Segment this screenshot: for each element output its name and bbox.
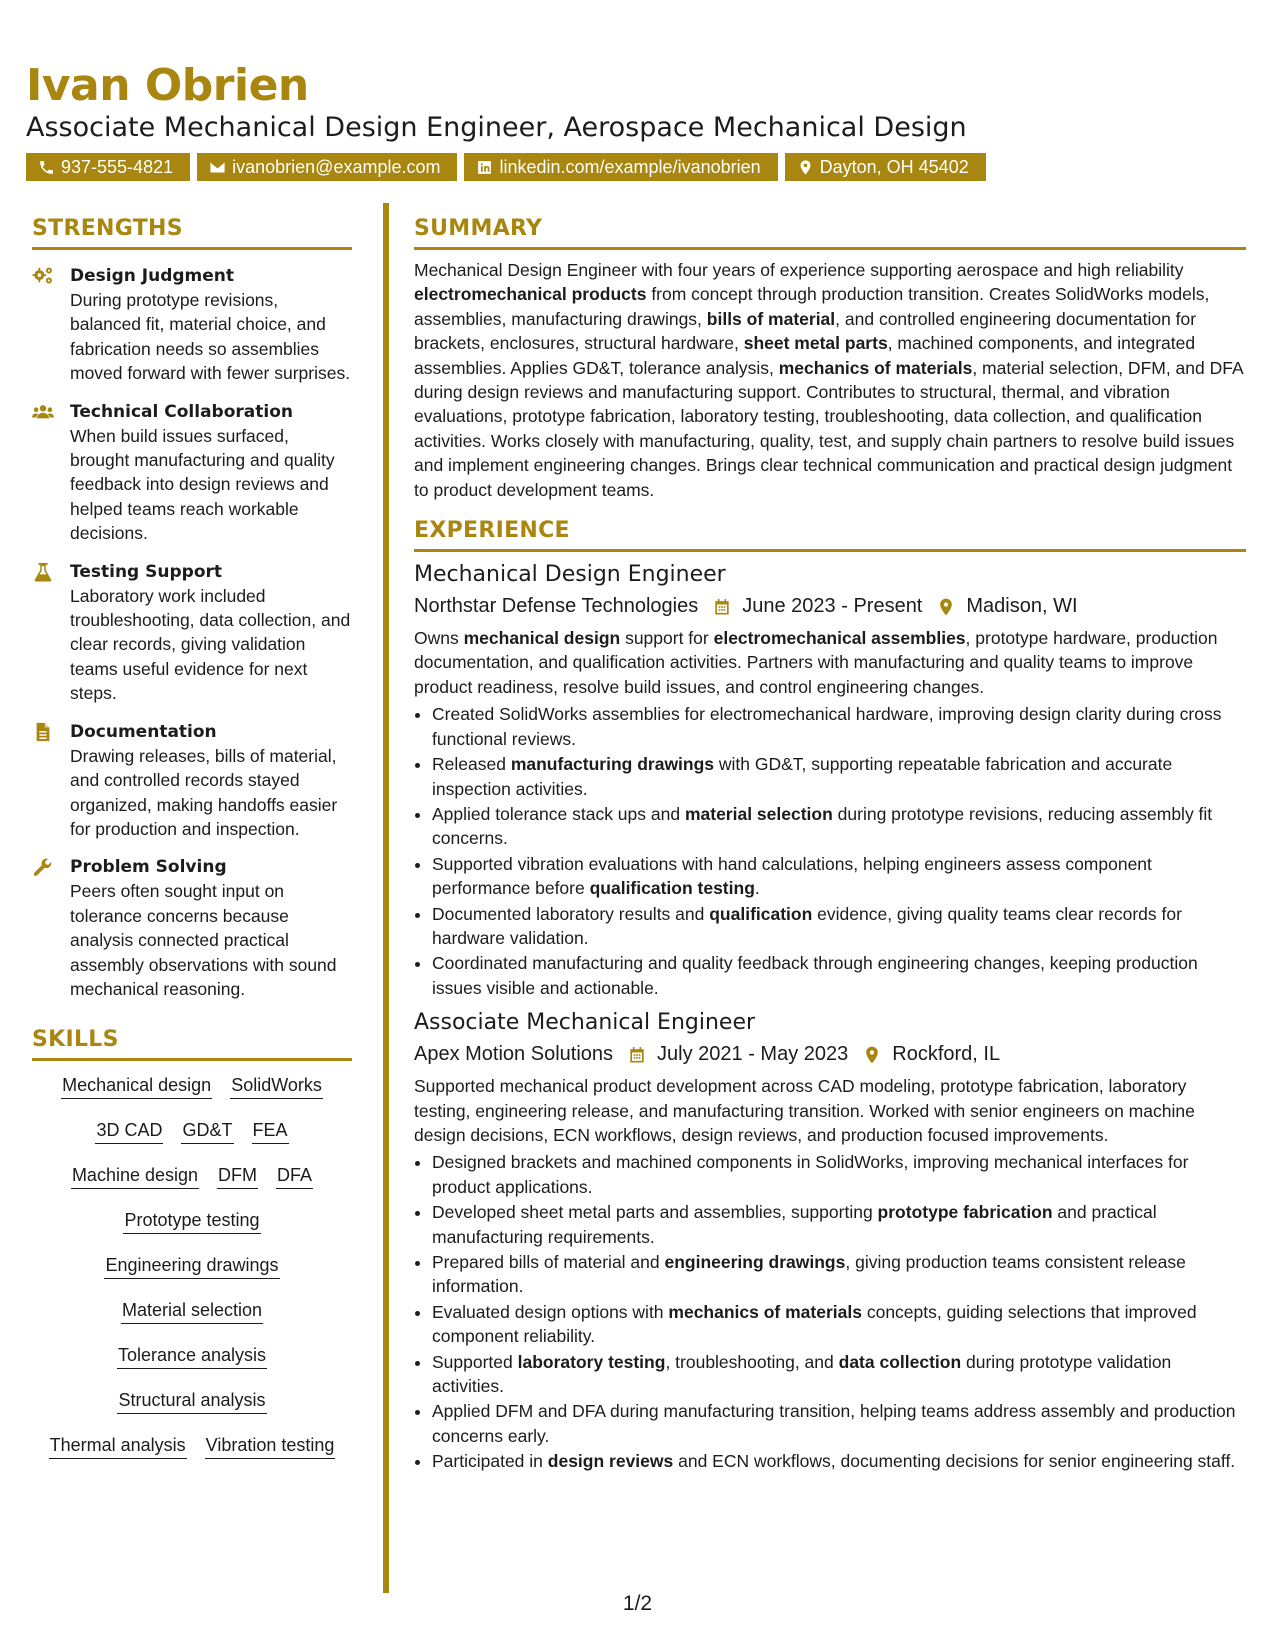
strength-item: [32, 855, 352, 1001]
job-summary: [414, 1074, 1246, 1147]
bold-text: design reviews: [547, 1451, 674, 1472]
text-run: .: [754, 878, 760, 899]
strength-description: When build issues surfaced, brought manufacturing and quality feedback into design reviews and helped teams reach workable decisions.: [70, 425, 335, 544]
job-entry: [414, 1010, 1246, 1474]
map-pin-icon: [936, 597, 956, 617]
contact-email-text: ivanobrien@example.com: [232, 157, 441, 177]
right-column: [414, 216, 1246, 1475]
skill-row: [32, 1163, 352, 1189]
bold-text: engineering drawings: [664, 1252, 846, 1272]
skill-row: [32, 1253, 352, 1279]
company-name: Northstar Defense Technologies: [414, 595, 699, 618]
skill-tag: GD&T: [181, 1118, 233, 1144]
contact-email[interactable]: [197, 153, 457, 181]
skill-row: [32, 1118, 352, 1144]
strength-description: During prototype revisions, balanced fit, material choice, and fabrication needs so assemblies moved forward with fewer surprises.: [70, 290, 351, 384]
skill-row: [32, 1208, 352, 1234]
text-run: and ECN workflows, documenting decisions for senior engineering staff.: [673, 1451, 1236, 1472]
text-run: , troubleshooting, and: [665, 1351, 839, 1372]
users-icon: [32, 402, 54, 422]
text-run: Designed brackets and machined components in SolidWorks, improving mechanical interfaces for product applications.: [432, 1152, 1189, 1197]
job-location: Rockford, IL: [892, 1043, 1001, 1066]
bold-text: sheet metal parts: [743, 333, 888, 354]
bold-text: data collection: [838, 1351, 962, 1372]
summary-heading: SUMMARY: [414, 216, 1246, 250]
document-icon: [32, 722, 54, 742]
map-pin-icon: [797, 159, 814, 176]
text-run: Participated in: [432, 1451, 548, 1472]
text-run: , machined components, and integrated assemblies. Applies GD&T, tolerance analysis,: [414, 333, 1196, 378]
strength-title: Testing Support: [70, 561, 223, 582]
candidate-name: Ivan Obrien: [26, 60, 309, 111]
skill-tag: SolidWorks: [230, 1073, 323, 1099]
strengths-heading: STRENGTHS: [32, 216, 352, 250]
list-item: [432, 1449, 1246, 1473]
skill-tag: Vibration testing: [205, 1433, 336, 1459]
strength-description: Drawing releases, bills of material, and controlled records stayed organized, making handoffs easier for production and inspection.: [70, 745, 338, 839]
linkedin-icon: [476, 159, 493, 176]
job-summary: [414, 626, 1246, 699]
text-run: with GD&T, supporting repeatable fabrication and accurate inspection activities.: [432, 754, 1173, 799]
bold-text: material selection: [684, 803, 833, 824]
gears-icon: [32, 266, 54, 286]
skill-row: [32, 1388, 352, 1414]
text-run: Supported mechanical product development across CAD modeling, prototype fabrication, laboratory testing, engineering release, and manufacturing transition. Worked with senior engineers on machine design decisions, ECN workflows, design reviews, and production focused improvements.: [414, 1076, 1195, 1145]
list-item: [432, 802, 1246, 851]
job-entry: [414, 562, 1246, 1000]
list-item: [432, 1350, 1246, 1399]
skill-tag: Structural analysis: [117, 1388, 266, 1414]
page-number: 1/2: [622, 1592, 653, 1615]
bold-text: laboratory testing: [517, 1351, 666, 1372]
strength-item: [32, 264, 352, 386]
bold-text: mechanics of materials: [778, 357, 973, 378]
strength-title: Technical Collaboration: [70, 401, 293, 422]
skill-tag: 3D CAD: [95, 1118, 163, 1144]
skill-row: [32, 1073, 352, 1099]
calendar-icon: [712, 597, 732, 617]
text-run: Released: [432, 754, 511, 775]
bold-text: mechanical design: [463, 628, 621, 649]
text-run: evidence, giving quality teams clear records for hardware validation.: [432, 903, 1182, 948]
skill-row: [32, 1298, 352, 1324]
strength-title: Problem Solving: [70, 857, 227, 878]
strength-item: [32, 720, 352, 842]
strength-item: [32, 560, 352, 706]
text-run: during prototype validation activities.: [432, 1351, 1172, 1397]
strength-description: Peers often sought input on tolerance concerns because analysis connected practical assembly observations with sound mechanical reasoning.: [70, 881, 337, 999]
text-run: Supported vibration evaluations with hand calculations, helping engineers assess component performance before: [432, 853, 1152, 899]
job-bullets: [414, 702, 1246, 1000]
candidate-headline: Associate Mechanical Design Engineer, Aerospace Mechanical Design: [26, 112, 967, 143]
contact-location-text: Dayton, OH 45402: [819, 157, 969, 177]
skill-tag: Engineering drawings: [104, 1253, 279, 1279]
contact-linkedin-text: linkedin.com/example/ivanobrien: [499, 157, 761, 177]
strength-title: Documentation: [70, 721, 217, 742]
contact-phone[interactable]: [26, 153, 190, 181]
text-run: Prepared bills of material and: [432, 1252, 665, 1272]
bold-text: manufacturing drawings: [510, 754, 715, 775]
text-run: support for: [620, 628, 714, 649]
text-run: Owns: [414, 628, 464, 649]
text-run: Documented laboratory results and: [432, 903, 710, 924]
skill-tag: Mechanical design: [61, 1073, 212, 1099]
bold-text: qualification testing: [589, 878, 755, 899]
column-divider: [383, 203, 389, 1593]
job-bullets: [414, 1150, 1246, 1473]
skill-tag: Machine design: [71, 1163, 199, 1189]
job-dates: June 2023 - Present: [742, 595, 923, 618]
skill-row: [32, 1433, 352, 1459]
calendar-icon: [627, 1045, 647, 1065]
left-column: [32, 216, 352, 1478]
text-run: during prototype revisions, reducing assembly fit concerns.: [432, 803, 1213, 849]
text-run: Coordinated manufacturing and quality feedback through engineering changes, keeping production issues visible and actionable.: [432, 953, 1198, 998]
text-run: Developed sheet metal parts and assemblies, supporting: [432, 1202, 878, 1223]
map-pin-icon: [862, 1045, 882, 1065]
list-item: [432, 852, 1246, 901]
text-run: , material selection, DFM, and DFA during design reviews and manufacturing support. Contributes to structural, thermal, and vibration evaluations, prototype fabrication, laboratory testing, troubleshooting, data collection, and qualification activities. Works closely with manufacturing, quality, test, and supply chain partners to resolve build issues and implement engineering changes. Brings clear technical communication and practical design judgment to product development teams.: [414, 357, 1243, 500]
list-item: [432, 902, 1246, 951]
list-item: [432, 1200, 1246, 1249]
list-item: [432, 951, 1246, 1000]
text-run: , prototype hardware, production documentation, and qualification activities. Partners with manufacturing and quality teams to improve product readiness, resolve build issues, and control engineering changes.: [414, 628, 1218, 697]
skill-tag: DFA: [276, 1163, 313, 1189]
contact-location: [785, 153, 986, 181]
phone-icon: [38, 159, 55, 176]
text-run: concepts, guiding selections that improved component reliability.: [432, 1301, 1197, 1347]
text-run: from concept through production transition. Creates SolidWorks models, assemblies, manufacturing drawings,: [414, 284, 1210, 329]
strength-item: [32, 400, 352, 546]
job-meta: [414, 1043, 1246, 1066]
skill-tag: Tolerance analysis: [117, 1343, 267, 1369]
text-run: , giving production teams consistent release information.: [432, 1252, 1186, 1297]
job-title: Mechanical Design Engineer: [414, 562, 726, 588]
skill-tag: Prototype testing: [123, 1208, 260, 1234]
bold-text: mechanics of materials: [668, 1301, 862, 1322]
skill-tag: DFM: [217, 1163, 258, 1189]
text-run: Applied DFM and DFA during manufacturing transition, helping teams address assembly and production concerns early.: [432, 1401, 1236, 1446]
list-item: [432, 1300, 1246, 1349]
text-run: Evaluated design options with: [432, 1301, 669, 1322]
strength-description: Laboratory work included troubleshooting, data collection, and clear records, giving validation teams useful evidence for next steps.: [70, 585, 351, 704]
skill-row: [32, 1343, 352, 1369]
text-run: and practical manufacturing requirements.: [432, 1202, 1157, 1247]
contact-linkedin[interactable]: [464, 153, 777, 181]
text-run: Created SolidWorks assemblies for electromechanical hardware, improving design clarity during cross functional reviews.: [432, 704, 1222, 749]
company-name: Apex Motion Solutions: [414, 1043, 614, 1066]
bold-text: electromechanical assemblies: [713, 628, 966, 649]
summary-text: [414, 258, 1246, 502]
text-run: , and controlled engineering documentation for brackets, enclosures, structural hardware,: [414, 308, 1197, 354]
text-run: Supported: [432, 1351, 518, 1372]
skills-list: [32, 1073, 352, 1459]
list-item: [432, 702, 1246, 751]
flask-icon: [32, 562, 54, 582]
text-run: Mechanical Design Engineer with four years of experience supporting aerospace and high reliability: [414, 260, 1184, 280]
contact-phone-text: 937-555-4821: [61, 157, 174, 177]
list-item: [432, 1250, 1246, 1299]
bold-text: bills of material: [706, 308, 836, 329]
job-meta: [414, 595, 1246, 618]
skill-tag: Thermal analysis: [49, 1433, 187, 1459]
strength-title: Design Judgment: [70, 266, 235, 286]
skills-heading: SKILLS: [32, 1027, 352, 1061]
list-item: [432, 1399, 1246, 1448]
job-location: Madison, WI: [966, 595, 1078, 618]
wrench-icon: [32, 857, 54, 877]
experience-heading: EXPERIENCE: [414, 518, 1246, 552]
envelope-icon: [209, 159, 226, 176]
experience-list: [414, 562, 1246, 1474]
skill-tag: Material selection: [121, 1298, 263, 1324]
bold-text: electromechanical products: [414, 284, 647, 305]
bold-text: prototype fabrication: [877, 1202, 1053, 1223]
job-title: Associate Mechanical Engineer: [414, 1010, 756, 1036]
job-dates: July 2021 - May 2023: [657, 1043, 849, 1066]
bold-text: qualification: [709, 903, 813, 924]
skill-tag: FEA: [252, 1118, 289, 1144]
text-run: Applied tolerance stack ups and: [432, 803, 685, 824]
list-item: [432, 752, 1246, 801]
list-item: [432, 1150, 1246, 1199]
contact-bar: [26, 153, 986, 181]
